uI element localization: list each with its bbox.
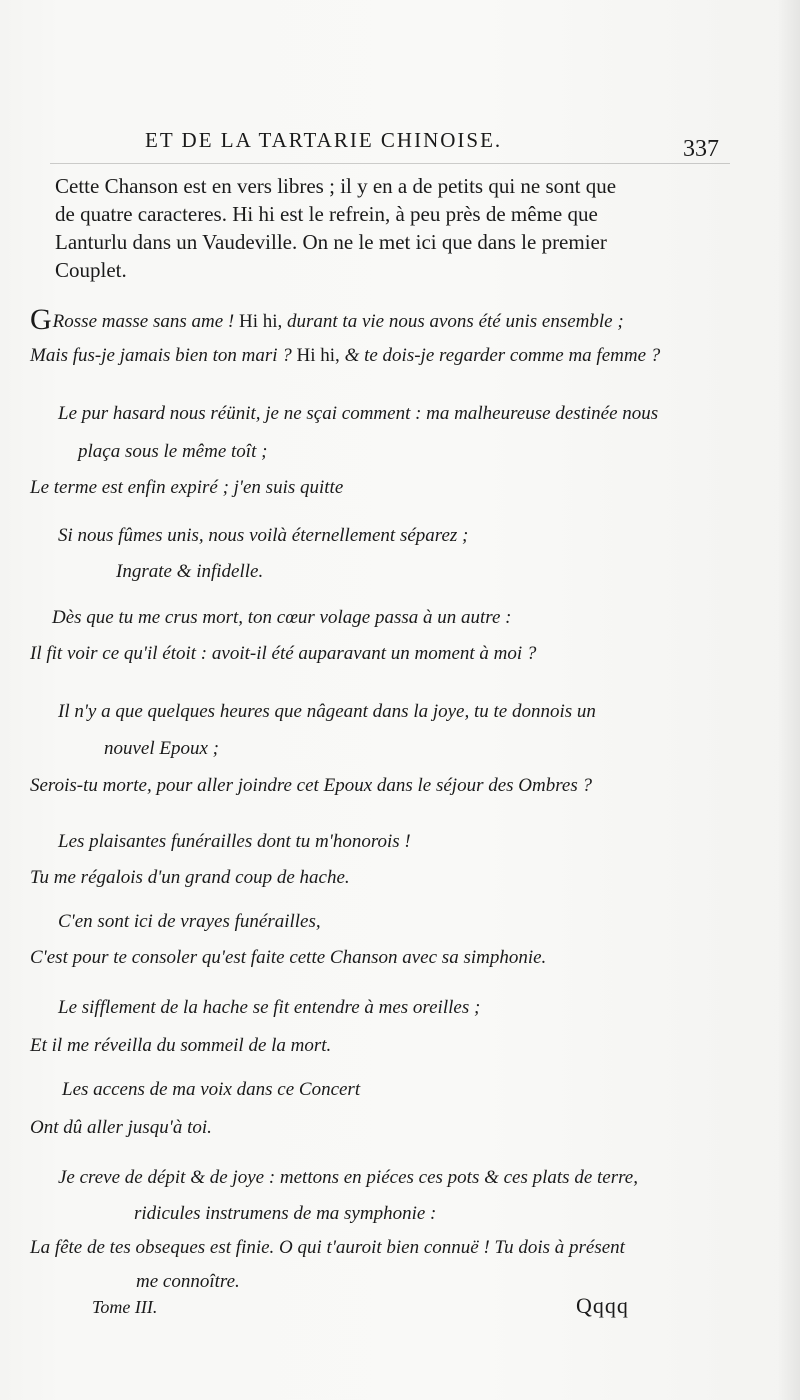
intro-line: de quatre caracteres. Hi hi est le refrein, à peu près de même que [55,202,598,226]
page-number: 337 [683,136,719,162]
refrain: Hi hi, [296,345,340,366]
drop-cap: G [30,303,52,336]
verse-line: me connoître. [136,1271,240,1292]
verse-text: durant ta vie nous avons été unis ensemble ; [287,311,624,332]
verse-line: Je creve de dépit & de joye : mettons en piéces ces pots & ces plats de terre, [58,1167,638,1188]
verse-line: Les accens de ma voix dans ce Concert [62,1079,361,1100]
verse-line: C'en sont ici de vrayes funérailles, [58,911,321,932]
verse-line: Si nous fûmes unis, nous voilà éternellement séparez ; [58,525,469,546]
verse-line [30,344,660,368]
verse-line: Dès que tu me crus mort, ton cœur volage passa à un autre : [52,607,512,628]
volume-label: Tome III. [92,1297,158,1317]
signature-mark: Qqqq [576,1293,629,1318]
verse-line: ridicules instrumens de ma symphonie : [134,1203,437,1224]
verse-text: Rosse masse sans ame ! [52,311,235,332]
intro-line: Couplet. [55,258,127,282]
verse-line: nouvel Epoux ; [104,738,220,759]
verse-line: Et il me réveilla du sommeil de la mort. [30,1035,332,1056]
verse-text: Mais fus-je jamais bien ton mari ? [30,345,292,366]
verse-line: Il n'y a que quelques heures que nâgeant dans la joye, tu te donnois un [58,701,596,722]
intro-line: Lanturlu dans un Vaudeville. On ne le met ici que dans le premier [55,230,607,254]
verse-line: Le sifflement de la hache se fit entendre à mes oreilles ; [58,997,481,1018]
verse-line: Le terme est enfin expiré ; j'en suis quitte [30,477,344,498]
running-title: ET DE LA TARTARIE CHINOISE. [145,128,503,152]
verse-line: Ingrate & infidelle. [116,561,264,582]
verse-line: Les plaisantes funérailles dont tu m'honorois ! [58,831,411,852]
verse-line: Il fit voir ce qu'il étoit : avoit-il été auparavant un moment à moi ? [30,643,537,664]
verse-line: C'est pour te consoler qu'est faite cette Chanson avec sa simphonie. [30,947,547,968]
verse-line: Le pur hasard nous réünit, je ne sçai comment : ma malheureuse destinée nous [58,403,659,424]
verse-line: plaça sous le même toît ; [78,441,268,462]
verse-line [30,303,624,336]
intro-line: Cette Chanson est en vers libres ; il y en a de petits qui ne sont que [55,174,617,198]
verse-line: Serois-tu morte, pour aller joindre cet Epoux dans le séjour des Ombres ? [30,775,593,796]
verse-line: Tu me régalois d'un grand coup de hache. [30,867,350,888]
verse-line: Ont dû aller jusqu'à toi. [30,1117,212,1138]
verse-line: La fête de tes obseques est finie. O qui t'auroit bien connuë ! Tu dois à présent [30,1237,625,1258]
refrain: Hi hi, [238,311,283,332]
verse-text: & te dois-je regarder comme ma femme ? [344,345,661,366]
